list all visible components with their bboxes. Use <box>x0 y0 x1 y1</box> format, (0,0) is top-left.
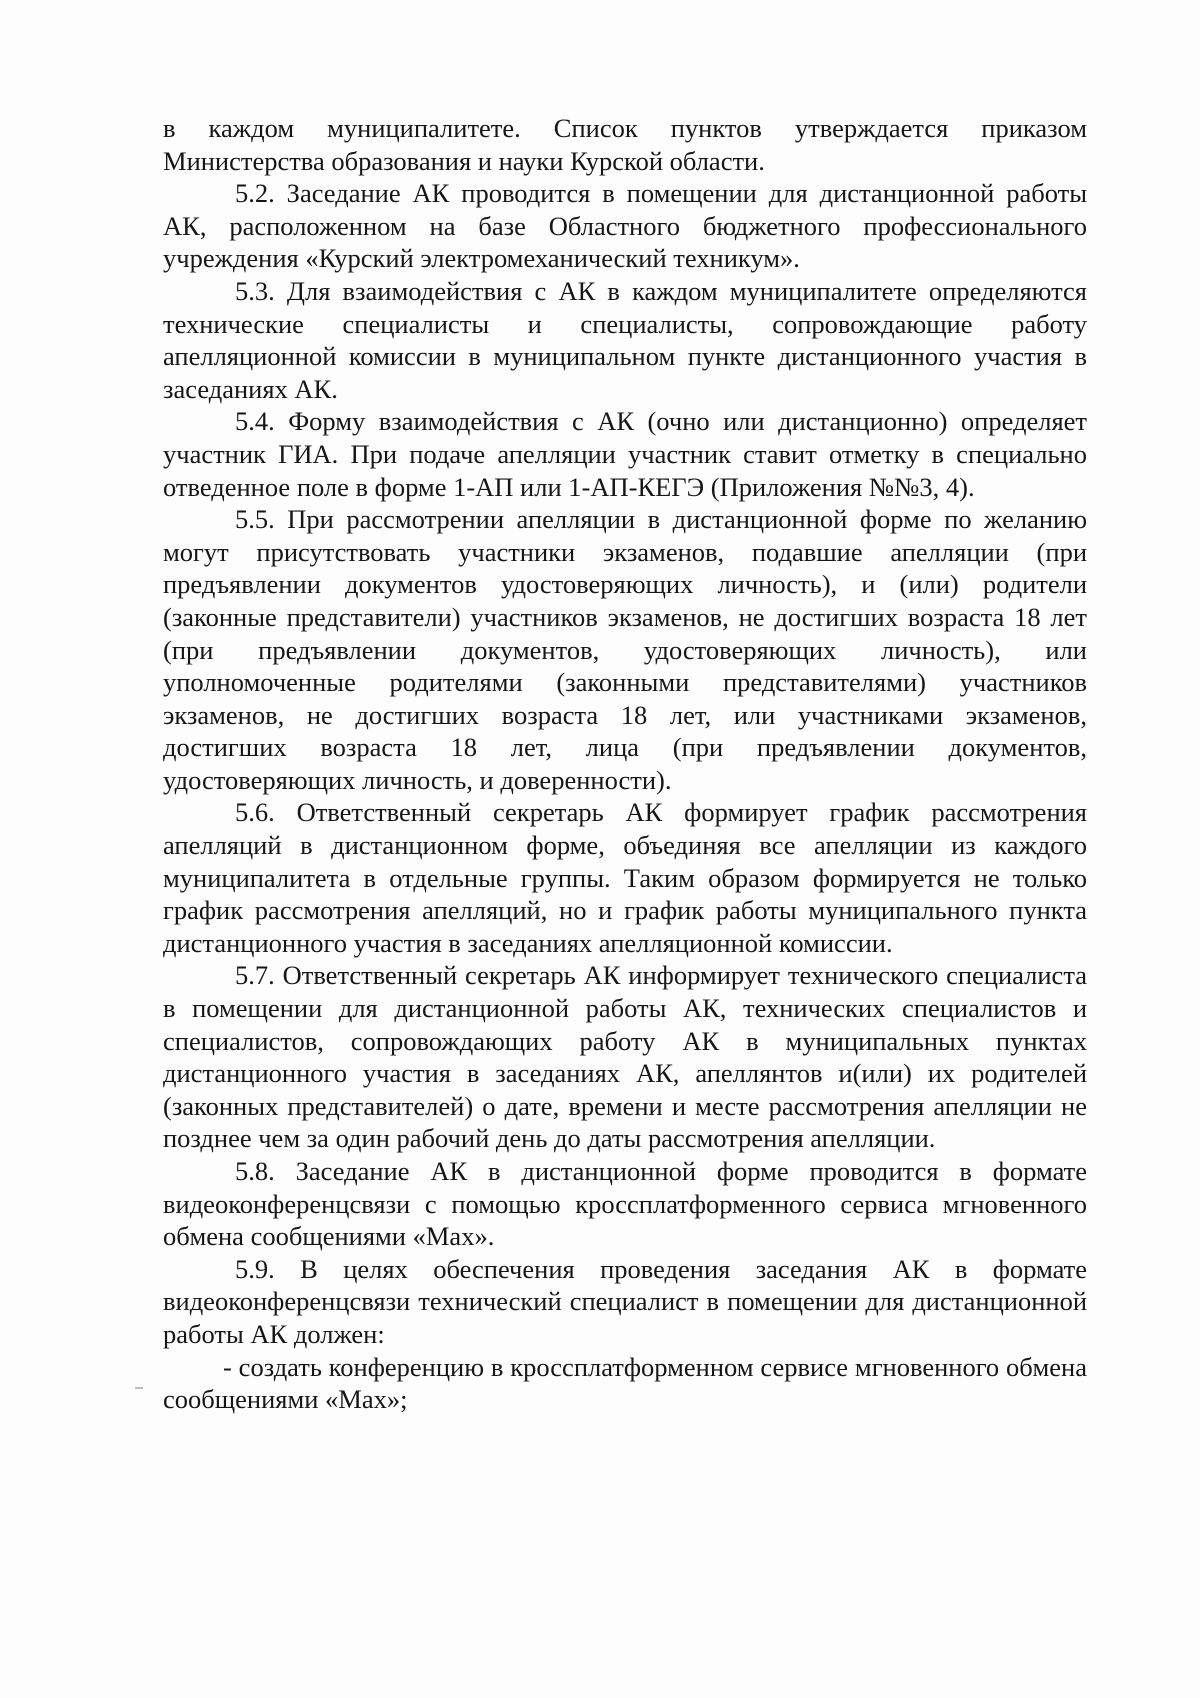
list-item-create-conference: - создать конференцию в кроссплатформенном сервисе мгновенного обмена сообщениями «Мах»; <box>163 1351 1087 1415</box>
paragraph-5-4: 5.4. Форму взаимодействия с АК (очно или дистанционно) определяет участник ГИА. При подаче апелляции участник ставит отметку в специально отведенное поле в форме 1-АП или 1-АП-КЕГЭ (Приложения №№3, 4). <box>163 406 1087 502</box>
paragraph-5-9: 5.9. В целях обеспечения проведения заседания АК в формате видеоконференцсвязи технический специалист в помещении для дистанционной работы АК должен: <box>163 1253 1087 1349</box>
paragraph-5-8: 5.8. Заседание АК в дистанционной форме проводится в формате видеоконференцсвязи с помощью кроссплатформенного сервиса мгновенного обмена сообщениями «Мах». <box>163 1156 1087 1252</box>
document-body <box>163 112 1087 1416</box>
scan-speck <box>135 1387 143 1389</box>
paragraph-5-6: 5.6. Ответственный секретарь АК формирует график рассмотрения апелляций в дистанционном форме, объединяя все апелляции из каждого муниципалитета в отдельные группы. Таким образом формируется не только график рассмотрения апелляций, но и график работы муниципального пункта дистанционного участия в заседаниях апелляционной комиссии. <box>163 797 1087 958</box>
paragraph-5-3: 5.3. Для взаимодействия с АК в каждом муниципалитете определяются технические специалисты и специалисты, сопровождающие работу апелляционной комиссии в муниципальном пункте дистанционного участия в заседаниях АК. <box>163 275 1087 404</box>
paragraph-5-5: 5.5. При рассмотрении апелляции в дистанционной форме по желанию могут присутствовать участники экзаменов, подавшие апелляции (при предъявлении документов удостоверяющих личность), и (или) родители (законные представители) участников экзаменов, не достигших возраста 18 лет (при предъявлении документов, удостоверяющих личность), или уполномоченные родителями (законными представителями) участников экзаменов, не достигших возраста 18 лет, или участниками экзаменов, достигших возраста 18 лет, лица (при предъявлении документов, удостоверяющих личность, и доверенности). <box>163 504 1087 795</box>
paragraph-5-7: 5.7. Ответственный секретарь АК информирует технического специалиста в помещении для дистанционной работы АК, технических специалистов и специалистов, сопровождающих работу АК в муниципальных пунктах дистанционного участия в заседаниях АК, апеллянтов и(или) их родителей (законных представителей) о дате, времени и месте рассмотрения апелляции не позднее чем за один рабочий день до даты рассмотрения апелляции. <box>163 960 1087 1154</box>
paragraph-5-2: 5.2. Заседание АК проводится в помещении для дистанционной работы АК, расположенном на базе Областного бюджетного профессионального учреждения «Курский электромеханический техникум». <box>163 178 1087 274</box>
paragraph-continuation: в каждом муниципалитете. Список пунктов утверждается приказом Министерства образования и науки Курской области. <box>163 113 1087 176</box>
